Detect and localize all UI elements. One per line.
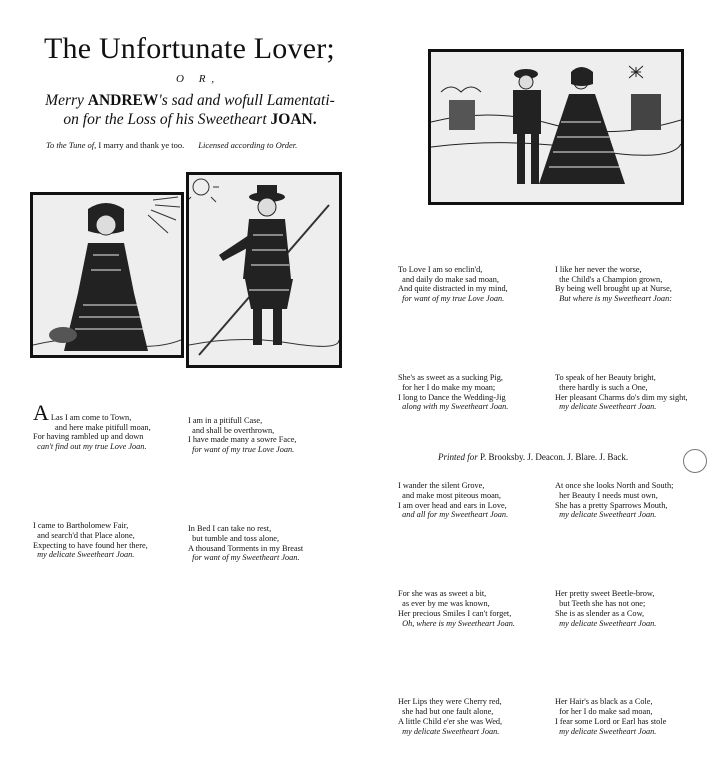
imprint-names: P. Brooksby. J. Deacon. J. Blare. J. Back. xyxy=(480,452,629,462)
verse-refrain: and all for my Sweetheart Joan. xyxy=(398,510,509,520)
verse-refrain: for want of my true Love Joan. xyxy=(188,445,295,455)
verse-line: she had but one fault alone, xyxy=(398,706,494,716)
man-woodcut xyxy=(186,172,342,368)
verse-line: and daily do make sad moan, xyxy=(398,274,499,284)
stanza xyxy=(188,396,303,475)
verse-line: By being well brought up at Nurse, xyxy=(555,284,672,294)
stanza xyxy=(555,353,688,432)
verse-line: She's as sweet as a sucking Pig, xyxy=(398,372,503,382)
title-or: O R, xyxy=(176,73,221,85)
verse-refrain: my delicate Sweetheart Joan. xyxy=(555,726,657,736)
verse-line: and search'd that Place alone, xyxy=(33,530,135,540)
verse-line: Her pretty sweet Beetle-brow, xyxy=(555,588,655,598)
verse-line: I came to Bartholomew Fair, xyxy=(33,520,129,530)
subtitle-text: Merry xyxy=(45,92,88,109)
verse-refrain: my delicate Sweetheart Joan. xyxy=(33,550,135,560)
subtitle-text: 's sad and wofull Lamentati- xyxy=(158,92,335,109)
verse-line: there hardly is such a One, xyxy=(555,382,648,392)
verse-column-3 xyxy=(398,225,515,775)
verse-refrain: my delicate Sweetheart Joan. xyxy=(398,726,500,736)
verse-line: for her I do make sad moan, xyxy=(555,706,653,716)
verse-line: Her precious Smiles I can't forget, xyxy=(398,608,512,618)
library-stamp xyxy=(683,449,707,473)
verse-line: and shall be overthrown, xyxy=(188,425,275,435)
verse-line: and make most piteous moan, xyxy=(398,490,502,500)
verse-line: A little Child e'er she was Wed, xyxy=(398,716,503,726)
verse-line: I am in a pitifull Case, xyxy=(188,415,263,425)
woman-woodcut-illustration xyxy=(33,195,181,355)
imprint-prefix: Printed for xyxy=(438,452,480,462)
verse-line: I like her never the worse, xyxy=(555,264,642,274)
verse-line: Her pleasant Charms do's dim my sight, xyxy=(555,392,688,402)
verse-line: I fear some Lord or Earl has stole xyxy=(555,716,667,726)
verse-line: I long to Dance the Wedding-Jig xyxy=(398,392,506,402)
stanza xyxy=(398,461,515,540)
verse-column-4 xyxy=(555,225,688,775)
verse-line: as ever by me was known, xyxy=(398,598,490,608)
verse-line: A thousand Torments in my Breast xyxy=(188,543,304,553)
woman-woodcut xyxy=(30,192,184,358)
verse-refrain: my delicate Sweetheart Joan. xyxy=(555,510,657,520)
subtitle-name-joan: JOAN. xyxy=(270,111,317,128)
verse-line: For she was as sweet a bit, xyxy=(398,588,487,598)
tune-name: I marry and thank ye too. xyxy=(98,140,185,150)
drop-cap: A xyxy=(33,399,49,425)
verse-refrain: along with my Sweetheart Joan. xyxy=(398,402,509,412)
stanza xyxy=(398,677,515,756)
verse-line: Her Lips they were Cherry red, xyxy=(398,696,502,706)
verse-line: I wander the silent Grove, xyxy=(398,480,485,490)
verse-column-2 xyxy=(188,376,303,602)
verse-line: In Bed I can take no rest, xyxy=(188,523,272,533)
verse-column-1 xyxy=(33,373,151,599)
subtitle-text: on for the Loss of his Sweetheart xyxy=(63,111,271,128)
verse-line: Expecting to have found her there, xyxy=(33,540,148,550)
verse-refrain: for want of my true Love Joan. xyxy=(398,294,505,304)
verse-refrain: my delicate Sweetheart Joan. xyxy=(555,402,657,412)
verse-line: but tumble and toss alone, xyxy=(188,533,280,543)
ballad-title: The Unfortunate Lover; xyxy=(44,32,335,65)
verse-line: For having rambled up and down xyxy=(33,432,144,442)
verse-line: but Teeth she has not one; xyxy=(555,598,646,608)
verse-line: Her Hair's as black as a Cole, xyxy=(555,696,653,706)
verse-line: I have made many a sowre Face, xyxy=(188,435,297,445)
verse-refrain: But where is my Sweetheart Joan: xyxy=(555,294,672,304)
stanza xyxy=(555,677,688,756)
verse-line: the Child's a Champion grown, xyxy=(555,274,663,284)
ballad-subtitle xyxy=(30,91,350,129)
stanza xyxy=(555,245,688,324)
stanza xyxy=(555,569,688,648)
verse-line: She is as slender as a Cow, xyxy=(555,608,645,618)
couple-woodcut-illustration xyxy=(431,52,681,202)
stanza xyxy=(398,245,515,324)
couple-woodcut xyxy=(428,49,684,205)
verse-line: for her I do make my moan; xyxy=(398,382,496,392)
stanza xyxy=(188,504,303,583)
printer-imprint xyxy=(438,452,628,462)
verse-line: I am over head and ears in Love, xyxy=(398,500,507,510)
verse-line: Las I am come to Town, xyxy=(50,412,132,422)
verse-line: and here make pitifull moan, xyxy=(50,422,151,432)
tune-line xyxy=(46,140,297,150)
stanza xyxy=(398,569,515,648)
verse-refrain: for want of my Sweetheart Joan. xyxy=(188,553,300,563)
verse-line: At once she looks North and South; xyxy=(555,480,674,490)
stanza xyxy=(398,353,515,432)
verse-refrain: Oh, where is my Sweetheart Joan. xyxy=(398,618,515,628)
stanza xyxy=(33,393,151,472)
stanza xyxy=(555,461,688,540)
verse-refrain: can't find out my true Love Joan. xyxy=(33,442,147,452)
verse-line: To speak of her Beauty bright, xyxy=(555,372,656,382)
verse-refrain: my delicate Sweetheart Joan. xyxy=(555,618,657,628)
man-woodcut-illustration xyxy=(189,175,339,365)
tune-prefix: To the Tune of, xyxy=(46,140,99,150)
verse-line: And quite distracted in my mind, xyxy=(398,284,508,294)
verse-line: To Love I am so enclin'd, xyxy=(398,264,483,274)
stanza xyxy=(33,501,148,580)
licensed-note: Licensed according to Order. xyxy=(198,140,298,150)
verse-line: her Beauty I needs must own, xyxy=(555,490,658,500)
verse-line: She has a pretty Sparrows Mouth, xyxy=(555,500,668,510)
subtitle-name-andrew: ANDREW xyxy=(87,92,159,109)
